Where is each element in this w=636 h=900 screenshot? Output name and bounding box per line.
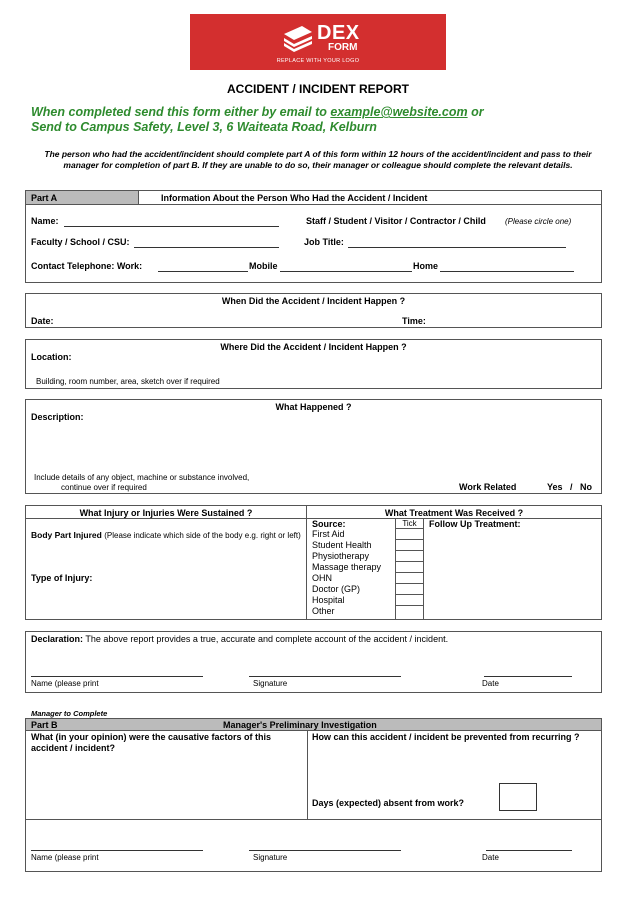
manager-name-caption: Name (please print [31,853,99,862]
source-doctor: Doctor (GP) [312,584,361,594]
manager-note: Manager to Complete [31,709,108,718]
prevention-question[interactable]: How can this accident / incident be prevented from recurring ? [312,732,580,742]
tick-box-other[interactable] [396,606,423,617]
when-section [25,293,602,328]
logo-word-form: FORM [328,42,358,53]
logo-tagline: REPLACE WITH YOUR LOGO [276,58,360,64]
description-note-1: Include details of any object, machine or substance involved, [34,473,250,482]
declaration-text [31,634,448,644]
mobile-field[interactable] [280,271,412,272]
where-heading: Where Did the Accident / Incident Happen ? [220,342,407,352]
type-of-injury-label[interactable]: Type of Injury: [31,573,93,583]
declaration-date-caption: Date [482,679,499,688]
declaration-date-line[interactable] [484,676,572,677]
tick-box-student-health[interactable] [396,540,423,551]
declaration-label: Declaration: [31,634,84,644]
days-absent-box[interactable] [499,783,537,811]
source-physiotherapy: Physiotherapy [312,551,370,561]
follow-up-label[interactable]: Follow Up Treatment: [429,519,521,529]
work-related-options[interactable]: Yes / No [547,482,593,492]
injury-treatment-section [25,505,602,620]
work-related-label: Work Related [459,482,517,492]
faculty-label: Faculty / School / CSU: [31,237,130,247]
manager-signature-line[interactable] [249,850,401,851]
tick-box-physiotherapy[interactable] [396,551,423,562]
instruction-line-1 [31,105,484,119]
name-label: Name: [31,216,59,226]
part-a-section [25,190,602,283]
role-note: (Please circle one) [505,217,572,226]
where-section [25,339,602,389]
part-a-heading: Information About the Person Who Had the Accident / Incident [161,192,428,203]
source-ohn: OHN [312,573,332,583]
days-absent-label: Days (expected) absent from work? [312,798,465,808]
logo-word-dex: DEX [317,22,360,44]
name-field[interactable] [64,226,279,227]
manager-signature-caption: Signature [253,853,288,862]
declaration-signature-line[interactable] [249,676,401,677]
tick-column [395,518,424,620]
manager-date-caption: Date [482,853,499,862]
work-phone-field[interactable] [158,271,248,272]
tick-header: Tick [402,519,417,528]
email-link[interactable]: example@website.com [330,105,468,119]
home-phone-field[interactable] [440,271,574,272]
location-note: Building, room number, area, sketch over if required [36,377,220,386]
body-part-note: (Please indicate which side of the body e.g. right or left) [104,531,301,540]
declaration-name-caption: Name (please print [31,679,99,688]
part-b-label: Part B [31,719,58,730]
source-hospital: Hospital [312,595,345,605]
manager-date-line[interactable] [486,850,572,851]
instruction-suffix: or [467,105,484,119]
part-b-section [25,718,602,872]
intro-paragraph: The person who had the accident/incident should complete part A of this form within 12 hours of the accident/incident and pass to their manager for completion of part B. If they are unable to do so, their manager or colleague should complete the relevant details. [44,149,592,170]
description-note-2: continue over if required [61,483,147,492]
location-label[interactable]: Location: [31,352,72,362]
stacked-papers-icon [280,20,314,52]
body-part-injured-field[interactable] [31,530,301,541]
form-title: ACCIDENT / INCIDENT REPORT [226,82,409,96]
job-title-field[interactable] [348,247,566,248]
source-other: Other [312,606,335,616]
what-happened-section [25,399,602,494]
tick-box-ohn[interactable] [396,573,423,584]
injury-heading: What Injury or Injuries Were Sustained ? [79,507,253,518]
treatment-heading: What Treatment Was Received ? [384,507,524,518]
home-label: Home [413,261,439,271]
part-b-heading: Manager's Preliminary Investigation [223,719,377,730]
tick-box-first-aid[interactable] [396,529,423,540]
role-label[interactable]: Staff / Student / Visitor / Contractor / Child [306,216,486,226]
instruction-line-2: Send to Campus Safety, Level 3, 6 Waiteata Road, Kelburn [31,120,377,134]
declaration-signature-caption: Signature [253,679,288,688]
tick-box-massage[interactable] [396,562,423,573]
when-heading: When Did the Accident / Incident Happen ? [221,296,406,306]
manager-name-line[interactable] [31,850,203,851]
source-label: Source: [312,519,346,529]
source-first-aid: First Aid [312,529,345,539]
mobile-label: Mobile [249,261,278,271]
company-logo [190,14,446,70]
faculty-field[interactable] [134,247,279,248]
tick-box-doctor[interactable] [396,584,423,595]
instruction-prefix: When completed send this form either by email to [31,105,331,119]
body-part-label: Body Part Injured [31,530,102,540]
tick-box-hospital[interactable] [396,595,423,606]
work-phone-label: Contact Telephone: Work: [31,261,143,271]
job-title-label: Job Title: [304,237,344,247]
declaration-name-line[interactable] [31,676,203,677]
causative-factors-question[interactable]: What (in your opinion) were the causative factors of this accident / incident? [31,732,272,753]
declaration-section [25,631,602,693]
date-label[interactable]: Date: [31,316,54,326]
declaration-statement: The above report provides a true, accurate and complete account of the accident / incident. [85,634,449,644]
what-happened-heading: What Happened ? [275,402,352,412]
time-label[interactable]: Time: [402,316,426,326]
description-label[interactable]: Description: [31,412,84,422]
treatment-source-list [312,529,381,617]
source-student-health: Student Health [312,540,372,550]
source-massage: Massage therapy [312,562,382,572]
part-a-label: Part A [31,192,58,203]
